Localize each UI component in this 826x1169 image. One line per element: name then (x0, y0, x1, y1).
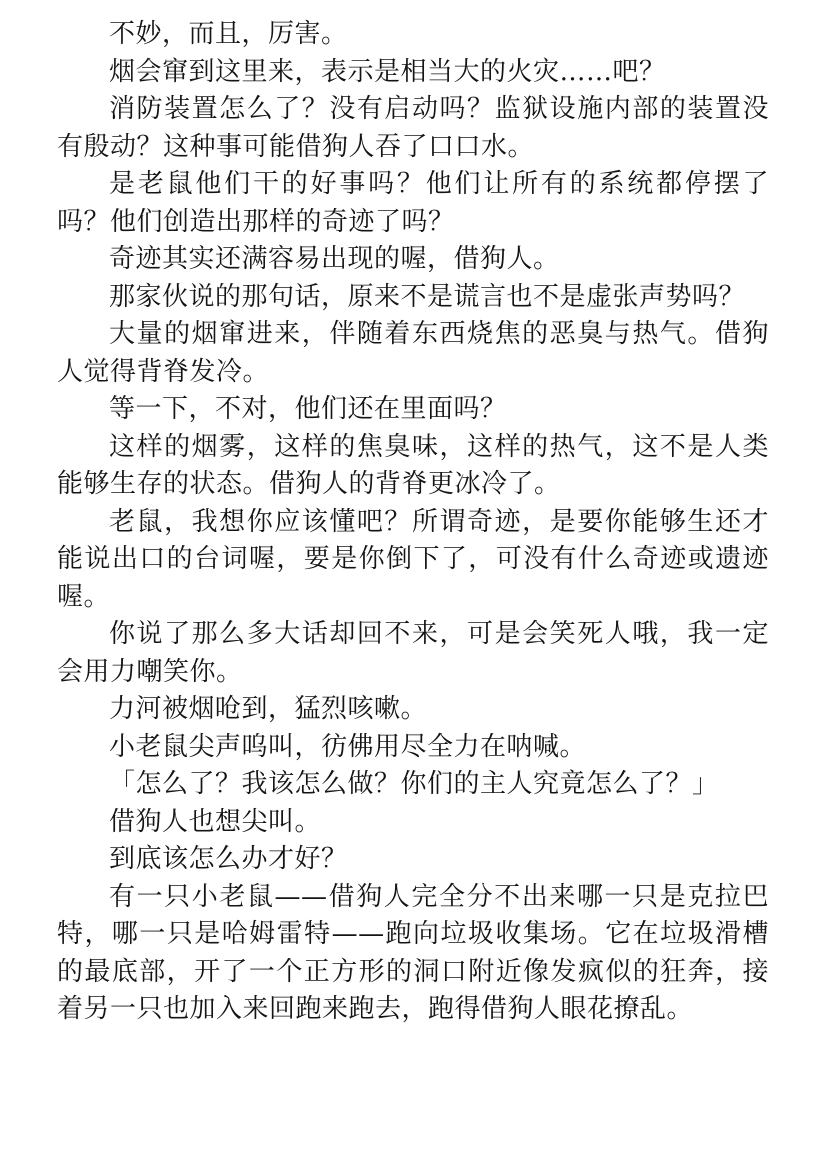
paragraph-3: 消防装置怎么了？没有启动吗？监狱设施内部的装置没有殷动？这种事可能借狗人吞了口口水。 (57, 94, 769, 162)
paragraph-9: 这样的烟雾，这样的焦臭味，这样的热气，这不是人类能够生存的状态。借狗人的背脊更冰冷了。 (57, 431, 769, 499)
paragraph-11: 你说了那么多大话却回不来，可是会笑死人哦，我一定会用力嘲笑你。 (57, 619, 769, 687)
paragraph-17: 有一只小老鼠——借狗人完全分不出来哪一只是克拉巴特，哪一只是哈姆雷特——跑向垃圾收集场。它在垃圾滑槽的最底部，开了一个正方形的洞口附近像发疯似的狂奔，接着另一只也加入来回跑来跑去，跑得借狗人眼花撩乱。 (57, 881, 769, 1024)
paragraph-13: 小老鼠尖声呜叫，彷佛用尽全力在呐喊。 (109, 731, 587, 762)
paragraph-10: 老鼠，我想你应该懂吧？所谓奇迹，是要你能够生还才能说出口的台词喔，要是你倒下了，可没有什么奇迹或遗迹喔。 (57, 506, 769, 612)
paragraph-14: 「怎么了？我该怎么做？你们的主人究竟怎么了？」 (109, 769, 719, 799)
paragraph-15: 借狗人也想尖叫。 (109, 806, 322, 837)
paragraph-6: 那家伙说的那句话，原来不是谎言也不是虚张声势吗？ (109, 281, 746, 312)
paragraph-16: 到底该怎么办才好？ (109, 844, 348, 874)
paragraph-8: 等一下，不对，他们还在里面吗？ (109, 394, 507, 424)
paragraph-2: 烟会窜到这里来，表示是相当大的火灾……吧？ (109, 56, 666, 87)
paragraph-12: 力河被烟呛到，猛烈咳嗽。 (109, 694, 428, 724)
document-page (57, 16, 769, 1029)
paragraph-7: 大量的烟窜进来，伴随着东西烧焦的恶臭与热气。借狗人觉得背脊发冷。 (57, 319, 769, 387)
paragraph-5: 奇迹其实还满容易出现的喔，借狗人。 (109, 244, 560, 274)
paragraph-4: 是老鼠他们干的好事吗？他们让所有的系统都停摆了吗？他们创造出那样的奇迹了吗？ (57, 169, 769, 237)
paragraph-1: 不妙，而且，厉害。 (109, 19, 348, 49)
